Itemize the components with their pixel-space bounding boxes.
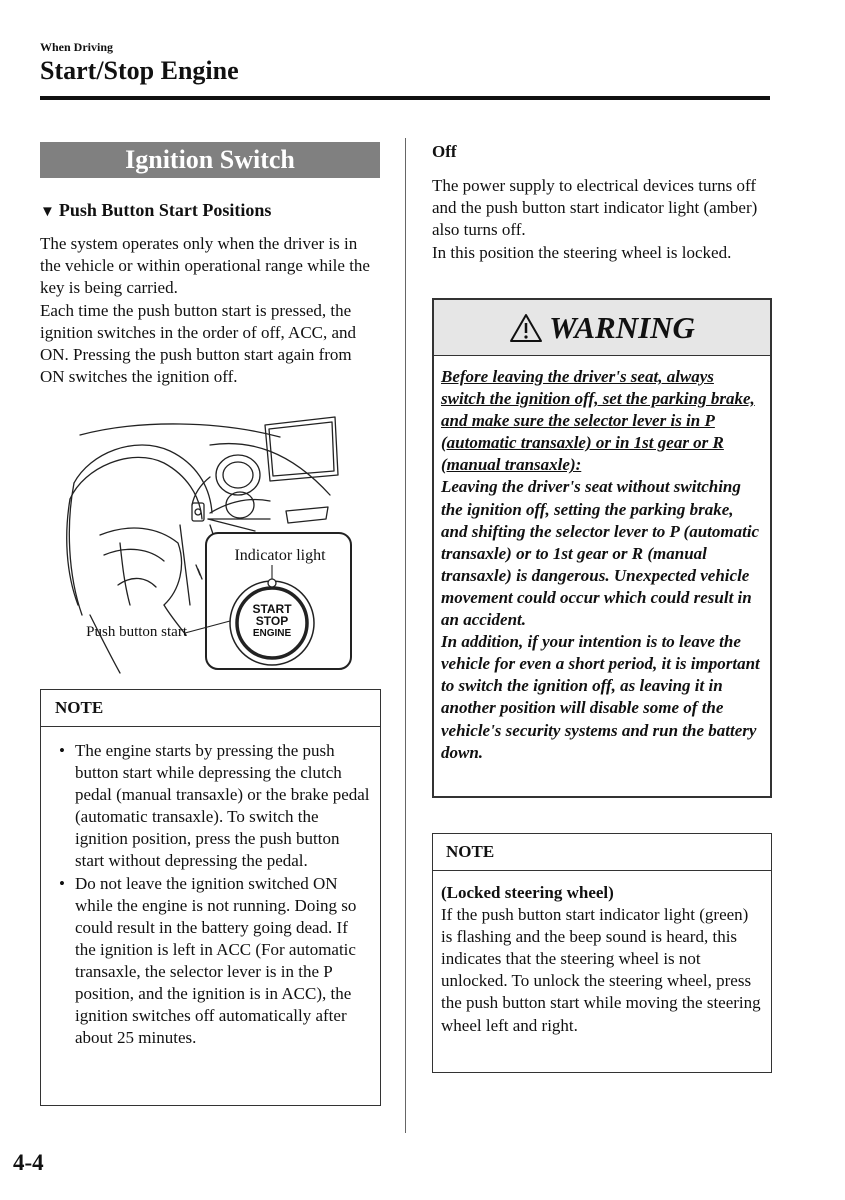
warning-title: WARNING [549, 309, 695, 345]
warning-text: Leaving the driver's seat without switching the ignition off, setting the parking brake, and shifting the selector lever to P (automatic transaxle) or to 1st gear or R (manual transaxle) is dangerous. Unexpected vehicle movement could occur which could result in an accident. In addition, if your intention is to leave the vehicle for even a short period, it is important to switch the ignition off, as leaving it in another position will disable some of the vehicle's security systems and run the battery down. [441, 477, 760, 762]
note-bullet-list [41, 727, 380, 1049]
dashboard-illustration [60, 415, 360, 675]
dashboard-figure [60, 415, 360, 675]
note-subtitle: (Locked steering wheel) [441, 883, 614, 902]
note-text: If the push button start indicator light (green) is flashing and the beep sound is heard, this indicates that the steering wheel is not unlocked. To unlock the steering wheel, press the push button start while moving the steering wheel left and right. [441, 905, 761, 1035]
button-text-stop: STOP [255, 614, 289, 628]
warning-box [432, 298, 772, 798]
column-divider [405, 138, 406, 1133]
button-text-engine: ENGINE [252, 628, 292, 639]
button-text-start: START [252, 602, 292, 616]
note-title: NOTE [41, 690, 380, 727]
warning-triangle-icon [509, 313, 543, 343]
off-heading: Off [432, 142, 457, 161]
header-rule [40, 96, 770, 100]
note-box-left [40, 689, 381, 1106]
subheading [40, 200, 271, 221]
list-item: • Do not leave the ignition switched ON while the engine is not running. Doing so could result in the battery going dead. If the ignition is left in ACC (For automatic transaxle, the selector lever is in the P position, and the ignition is in ACC), the ignition switches off automatically after about 25 minutes. [59, 873, 357, 1048]
intro-paragraph: The system operates only when the driver is in the vehicle or within operational range while the key is being carried. Each time the push button start is pressed, the ignition switches in the order of off, ACC, and ON. Pressing the push button start again from ON switches the ignition off. [40, 234, 370, 387]
note-body [433, 871, 771, 1037]
page-number: 4-4 [13, 1150, 44, 1175]
warning-underlined-text: Before leaving the driver's seat, always switch the ignition off, set the parking brake, and make sure the selector lever is in P (automatic transaxle) or in 1st gear or R (manual transaxle): [441, 367, 755, 475]
push-button-start-label: Push button start [86, 624, 187, 640]
chapter-title: Start/Stop Engine [40, 56, 239, 85]
bullet-icon: • [59, 741, 65, 760]
note-title: NOTE [433, 834, 771, 871]
section-label: When Driving [40, 40, 114, 54]
section-banner: Ignition Switch [40, 142, 380, 178]
warning-body [434, 356, 770, 764]
warning-header [434, 300, 770, 356]
subheading-text: Push Button Start Positions [58, 200, 272, 220]
list-item: • The engine starts by pressing the push button start while depressing the clutch pedal (manual transaxle) or the brake pedal (automatic transaxle). To switch the ignition position, press the push button start without depressing the pedal. [59, 741, 370, 871]
note-box-right [432, 833, 772, 1073]
bullet-icon: • [59, 873, 65, 893]
indicator-light-label: Indicator light [234, 547, 326, 564]
triangle-marker-icon: ▼ [40, 204, 55, 220]
off-paragraph: The power supply to electrical devices turns off and the push button start indicator light (amber) also turns off. In this position the steering wheel is locked. [432, 176, 758, 262]
